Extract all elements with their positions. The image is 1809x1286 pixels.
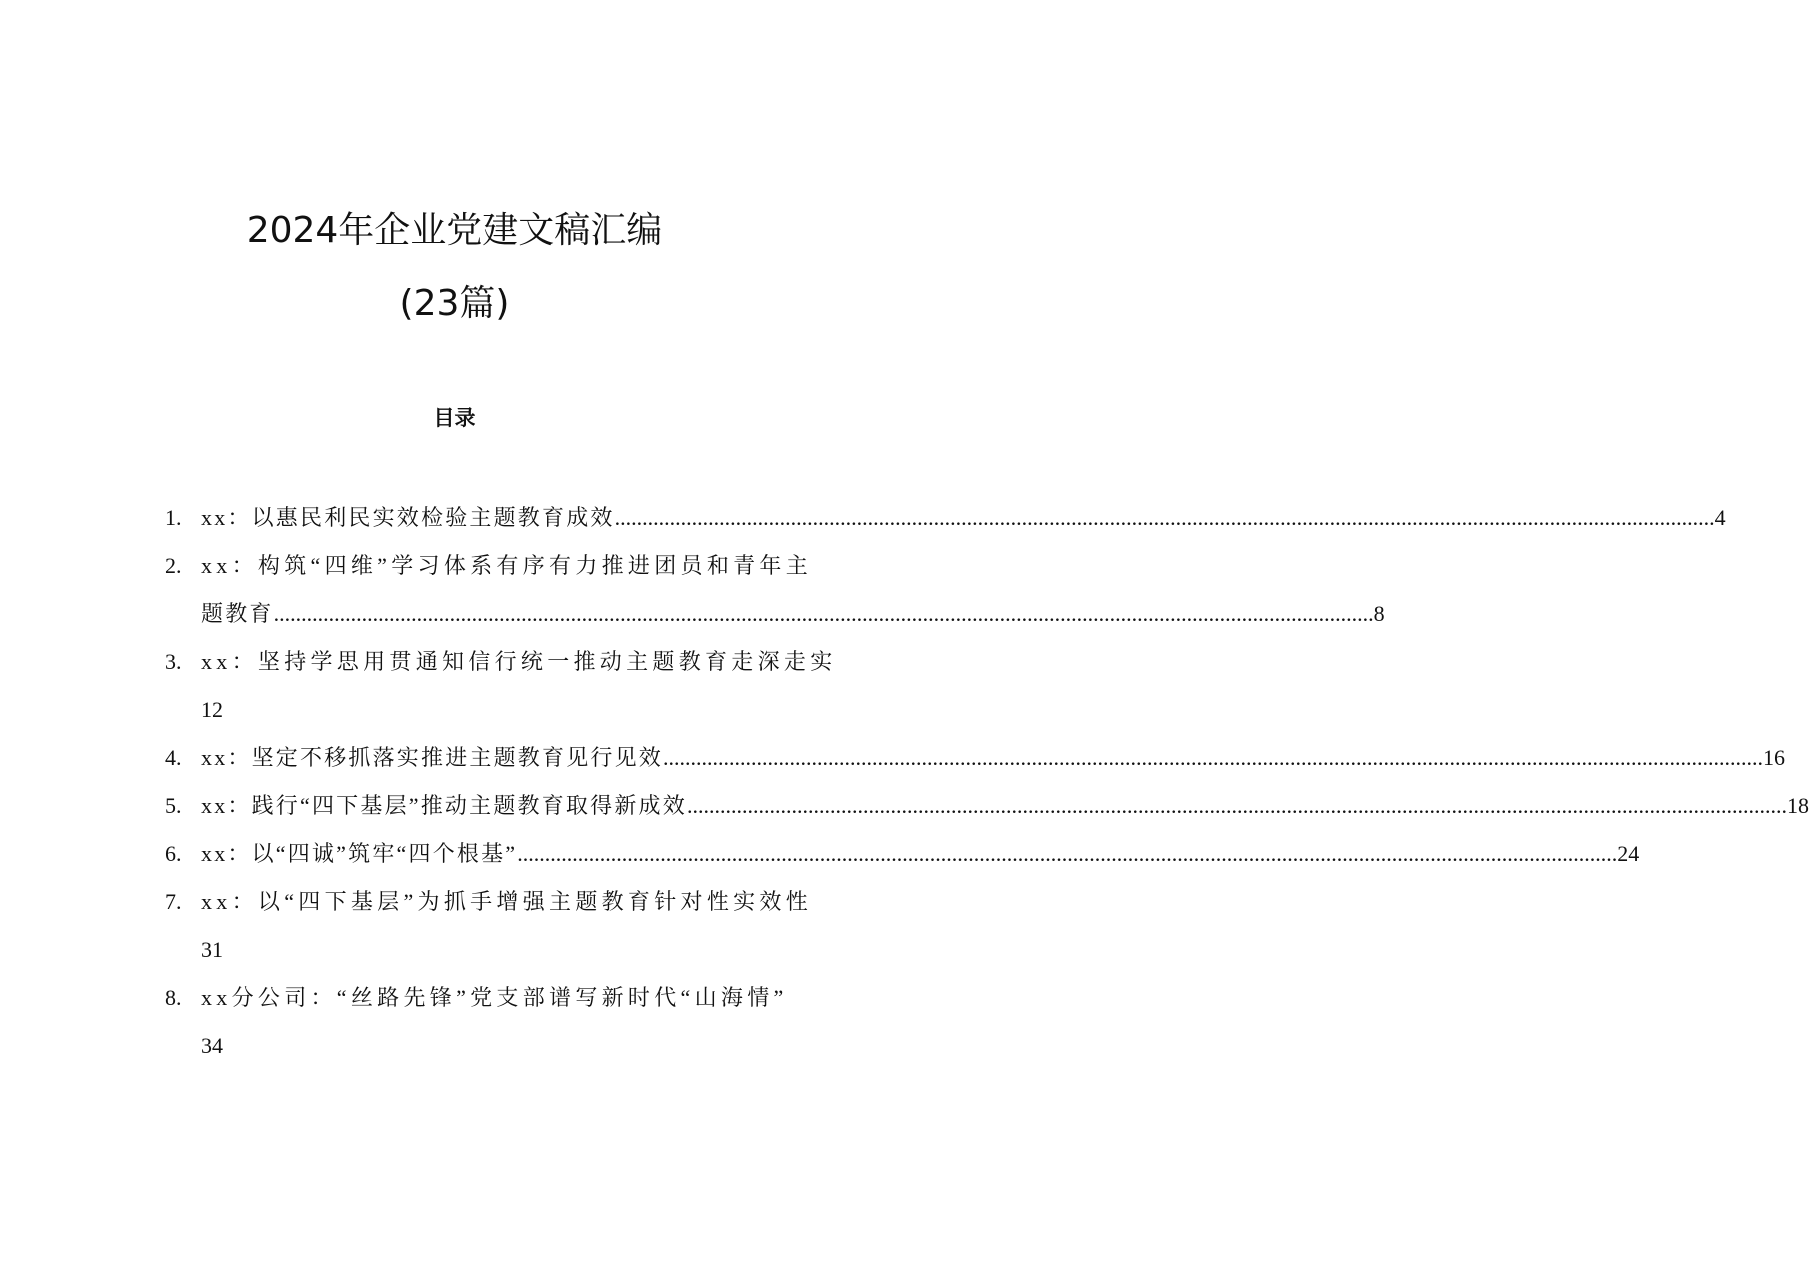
dot-leader: ........................................................................................................................................................................................................ [614,505,1715,530]
toc-entry-title: xx分公司：“丝路先锋”党支部谱写新时代“山海情” [201,985,788,1010]
toc-entry-body [201,734,1786,782]
toc-entry-number: 8. [165,985,182,1010]
toc-entry-number: 2. [165,553,182,578]
toc-entry-line [201,542,813,590]
toc-entry-title: xx：以“四诚”筑牢“四个根基” [201,841,518,866]
toc-entry[interactable] [165,494,1726,542]
toc-entry-body [201,782,1809,830]
table-of-contents [165,494,1809,1070]
toc-page-number: 18 [1786,793,1809,818]
toc-page-number: 12 [201,697,223,722]
toc-page-number: 34 [201,1033,223,1058]
toc-entry-line [201,830,1640,878]
dot-leader: ........................................................................................................................................................................................................ [686,793,1787,818]
dot-leader: ........................................................................................................................................................................................................ [273,601,1374,626]
toc-entry[interactable] [165,734,1786,782]
toc-entry-title: xx：以惠民利民实效检验主题教育成效 [201,505,615,530]
toc-entry-line [201,734,1786,782]
toc-entry-line [201,494,1726,542]
toc-entry-line [201,638,837,686]
toc-entry[interactable] [165,830,1640,878]
toc-entry-title: xx：构筑“四维”学习体系有序有力推进团员和青年主 [201,553,813,578]
document-subtitle: (23篇) [399,283,510,324]
toc-entry-title: xx：践行“四下基层”推动主题教育取得新成效 [201,793,687,818]
toc-entry-number: 4. [165,745,182,770]
toc-entry-body [201,494,1726,542]
toc-page-number: 24 [1617,841,1640,866]
toc-page-number: 31 [201,937,223,962]
toc-page-number: 4 [1714,505,1726,530]
toc-entry-body [201,830,1640,878]
toc-entry-body [201,542,1385,638]
toc-entry-number: 1. [165,505,182,530]
toc-entry[interactable] [165,638,837,734]
toc-entry-line [201,974,795,1022]
toc-entry-line [201,782,1809,830]
toc-entry[interactable] [165,974,795,1070]
toc-entry-line [201,1022,795,1070]
toc-entry-title: xx：坚持学思用贯通知信行统一推动主题教育走深走实 [201,649,837,674]
toc-entry[interactable] [165,878,813,974]
dot-leader: ........................................................................................................................................................................................................ [517,841,1618,866]
toc-entry-line [201,926,795,974]
toc-entry-body [201,878,813,974]
toc-entry-line [201,590,1385,638]
toc-entry-title: 题教育 [201,601,274,626]
document-title: 2024年企业党建文稿汇编 [246,210,663,251]
toc-entry-line [201,878,813,926]
toc-entry[interactable] [165,782,1809,830]
toc-entry-line [201,686,795,734]
toc-heading: 目录 [433,405,476,430]
toc-entry-body [201,974,795,1070]
toc-entry-number: 7. [165,889,182,914]
toc-entry-number: 5. [165,793,182,818]
toc-page-number: 8 [1373,601,1385,626]
toc-entry-number: 6. [165,841,182,866]
toc-entry-title: xx：坚定不移抓落实推进主题教育见行见效 [201,745,664,770]
dot-leader: ........................................................................................................................................................................................................ [663,745,1764,770]
toc-entry[interactable] [165,542,1385,638]
toc-page-number: 16 [1763,745,1786,770]
toc-entry-number: 3. [165,649,182,674]
toc-entry-title: xx：以“四下基层”为抓手增强主题教育针对性实效性 [201,889,813,914]
toc-entry-body [201,638,837,734]
